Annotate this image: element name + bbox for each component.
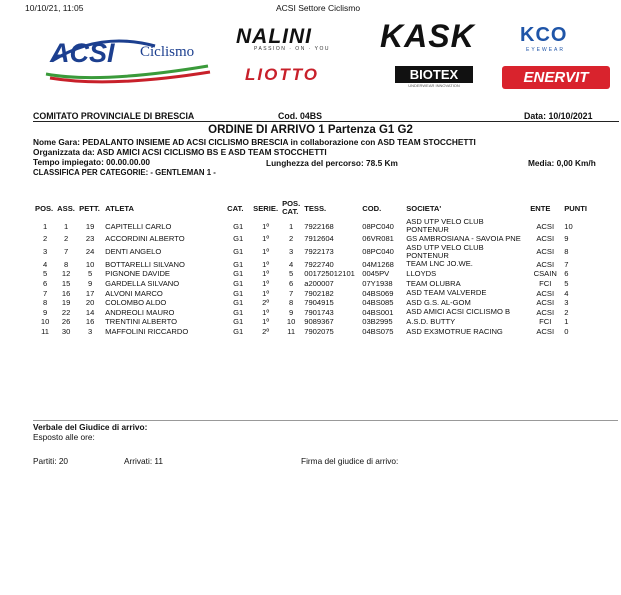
results-cell: G1 — [233, 247, 244, 257]
results-cell: 2 — [564, 307, 569, 317]
results-cell: 7 — [64, 247, 69, 257]
results-cell: 16 — [61, 288, 71, 298]
results-table — [33, 198, 592, 336]
results-cell: 5 — [88, 269, 93, 279]
results-cell: 2º — [262, 298, 270, 308]
results-cell: 7922173 — [304, 247, 334, 257]
results-cell: 08PC040 — [362, 221, 394, 231]
results-cell: ACSI — [536, 221, 555, 231]
results-cell: CAPITELLI CARLO — [105, 221, 172, 231]
results-cell: CSAIN — [533, 269, 557, 279]
results-cell: FCI — [539, 317, 552, 327]
results-cell: 22 — [61, 307, 71, 317]
results-cell: ACSI — [536, 247, 555, 257]
results-cell: ASD EX3MOTRUE RACING — [406, 326, 503, 336]
results-cell: 7901743 — [304, 307, 334, 317]
results-cell: 3 — [564, 298, 569, 308]
results-column-header: COD. — [362, 203, 382, 213]
results-row — [33, 327, 592, 337]
results-cell: A.S.D. BUTTY — [406, 316, 456, 326]
results-cell: 14 — [85, 307, 95, 317]
results-cell: 08PC040 — [362, 247, 394, 257]
results-cell: 07Y1938 — [362, 279, 393, 289]
results-cell: 7922740 — [304, 259, 334, 269]
results-cell: 10 — [85, 259, 95, 269]
results-cell: 1 — [564, 317, 569, 327]
results-header-row — [33, 198, 592, 218]
footer-divider — [33, 420, 618, 421]
posted-at-label: Esposto alle ore: — [33, 432, 95, 442]
results-cell: G1 — [233, 279, 244, 289]
results-column-header: ASS. — [57, 203, 75, 213]
results-cell: ASD UTP VELO CLUB PONTENUR — [406, 242, 484, 260]
results-cell: 2 — [64, 234, 69, 244]
results-cell: G1 — [233, 317, 244, 327]
results-row — [33, 244, 592, 260]
results-cell: TEAM LNC JO.WE. — [406, 259, 473, 269]
results-cell: 10 — [564, 221, 573, 231]
results-cell: 3 — [42, 247, 48, 257]
results-cell: 9089367 — [304, 317, 334, 327]
committee-name: COMITATO PROVINCIALE DI BRESCIA — [33, 111, 195, 121]
results-row — [33, 234, 592, 244]
results-cell: COLOMBO ALDO — [105, 298, 167, 308]
results-cell: 6 — [564, 269, 569, 279]
acsi-logo-subtext: Ciclismo — [140, 44, 195, 60]
results-cell: 19 — [85, 221, 95, 231]
results-column-header: SOCIETA' — [406, 203, 442, 213]
results-cell: 11 — [287, 327, 296, 337]
results-column-header: POS. — [35, 203, 54, 213]
results-cell: 9 — [42, 307, 48, 317]
results-cell: 15 — [61, 279, 71, 289]
results-column-header: CAT. — [227, 203, 244, 213]
kco-tagline: EYEWEAR — [526, 47, 566, 53]
print-datetime: 10/10/21, 11:05 — [25, 3, 84, 13]
kco-logo — [520, 24, 567, 53]
results-cell: 04BS069 — [362, 288, 394, 298]
results-cell: DENTI ANGELO — [105, 247, 162, 257]
results-cell: 1º — [262, 234, 270, 244]
biotex-logo — [395, 66, 473, 88]
results-cell: 3 — [289, 247, 294, 257]
results-cell: ACSI — [536, 259, 555, 269]
biotex-logo-text: BIOTEX — [395, 66, 473, 83]
results-cell: 03B2995 — [362, 317, 393, 327]
started-count: Partiti: 20 — [33, 456, 69, 466]
biotex-tagline: UNDERWEAR INNOVATION — [408, 83, 460, 88]
results-cell: G1 — [233, 327, 244, 337]
results-cell: ACSI — [536, 327, 555, 337]
results-cell: 7 — [564, 259, 569, 269]
results-cell: G1 — [233, 221, 244, 231]
results-cell: 12 — [61, 269, 71, 279]
report-date: Data: 10/10/2021 — [524, 111, 593, 121]
report-title: ORDINE DI ARRIVO 1 Partenza G1 G2 — [208, 124, 413, 136]
results-cell: 26 — [61, 317, 71, 327]
kco-logo-text: KCO — [520, 24, 568, 46]
results-column-header: ENTE — [530, 203, 551, 213]
results-cell: ACSI — [536, 288, 555, 298]
judge-verbale-heading: Verbale del Giudice di arrivo: — [33, 422, 148, 432]
results-row — [33, 218, 592, 234]
results-cell: 7902182 — [304, 288, 334, 298]
committee-code: Cod. 04BS — [278, 111, 322, 121]
results-cell: G1 — [233, 234, 244, 244]
nalini-tagline: PASSION · ON · YOU — [254, 46, 330, 52]
results-cell: GARDELLA SILVANO — [105, 279, 180, 289]
results-cell: 1º — [262, 247, 270, 257]
results-cell: LLOYDS — [406, 268, 437, 278]
race-organizer: Organizzata da: ASD AMICI ACSI CICLISMO BS E ASD TEAM STOCCHETTI — [33, 147, 327, 157]
results-cell: 9 — [564, 234, 569, 244]
results-column-header: POS. CAT. — [282, 199, 301, 216]
results-cell: 1º — [262, 221, 270, 231]
header-divider — [33, 121, 619, 122]
results-cell: 2 — [42, 234, 48, 244]
results-cell: 5 — [42, 269, 48, 279]
finished-count: Arrivati: 11 — [124, 456, 164, 466]
results-cell: 4 — [564, 288, 569, 298]
results-cell: 1º — [262, 288, 270, 298]
judge-signature-label: Firma del giudice di arrivo: — [301, 456, 399, 466]
results-cell: 2º — [262, 327, 270, 337]
results-cell: 19 — [61, 298, 71, 308]
elapsed-time: Tempo impiegato: 00.00.00.00 — [33, 157, 150, 167]
results-cell: PIGNONE DAVIDE — [105, 269, 170, 279]
results-cell: 5 — [289, 269, 294, 279]
results-cell: 1º — [262, 259, 270, 269]
results-cell: ACSI — [536, 298, 555, 308]
results-cell: 1 — [289, 221, 294, 231]
results-cell: 7912604 — [304, 234, 334, 244]
results-cell: 001725012101 — [304, 269, 355, 279]
average-speed: Media: 0,00 Km/h — [528, 158, 596, 168]
results-cell: 8 — [564, 247, 569, 257]
results-cell: 20 — [85, 298, 95, 308]
kask-logo: KASK — [380, 18, 475, 54]
results-cell: 16 — [85, 317, 95, 327]
results-cell: 7 — [42, 288, 48, 298]
print-site-title: ACSI Settore Ciclismo — [276, 3, 361, 13]
results-cell: 1º — [262, 317, 270, 327]
results-cell: G1 — [233, 288, 244, 298]
results-cell: 6 — [289, 279, 294, 289]
results-cell: TEAM OLUBRA — [406, 278, 461, 288]
results-cell: a200007 — [304, 279, 334, 289]
results-cell: G1 — [233, 307, 244, 317]
results-cell: G1 — [233, 269, 244, 279]
results-row — [33, 260, 592, 270]
liotto-logo: LIOTTO — [245, 65, 320, 84]
results-cell: 4 — [42, 259, 48, 269]
results-row — [33, 279, 592, 289]
results-cell: 10 — [286, 317, 296, 327]
results-cell: 23 — [85, 234, 95, 244]
results-cell: 11 — [41, 327, 50, 337]
results-cell: ASD UTP VELO CLUB PONTENUR — [406, 217, 484, 234]
acsi-logo-text: ACSI — [50, 38, 115, 68]
results-column-header: PETT. — [79, 203, 100, 213]
acsi-ciclismo-logo — [40, 26, 215, 86]
results-column-header: ATLETA — [105, 203, 134, 213]
results-cell: 30 — [61, 327, 71, 337]
results-cell: 7 — [289, 288, 294, 298]
results-cell: 8 — [289, 298, 294, 308]
results-cell: ANDREOLI MAURO — [105, 307, 175, 317]
acsi-logo-graphic — [40, 26, 215, 86]
category-label: CLASSIFICA PER CATEGORIE: - GENTLEMAN 1 - — [33, 168, 216, 177]
results-cell: 10 — [40, 317, 50, 327]
course-length: Lunghezza del percorso: 78.5 Km — [266, 158, 398, 168]
results-cell: TRENTINI ALBERTO — [105, 317, 178, 327]
results-cell: ACSI — [536, 307, 555, 317]
results-cell: GS AMBROSIANA - SAVOIA PNE — [406, 233, 521, 243]
results-row — [33, 317, 592, 327]
results-cell: 5 — [564, 279, 569, 289]
results-cell: 04M1268 — [362, 259, 394, 269]
results-cell: 7904915 — [304, 298, 334, 308]
results-cell: 17 — [85, 288, 95, 298]
results-cell: ACCORDINI ALBERTO — [105, 234, 185, 244]
nalini-logo — [236, 25, 330, 52]
results-cell: 8 — [42, 298, 48, 308]
results-cell: ASD AMICI ACSI CICLISMO B — [406, 307, 511, 317]
results-cell: 4 — [289, 259, 294, 269]
results-cell: 04BS085 — [362, 298, 394, 308]
results-row — [33, 298, 592, 308]
results-cell: G1 — [233, 298, 244, 308]
results-cell: 1 — [64, 221, 69, 231]
results-cell: BOTTARELLI SILVANO — [105, 259, 185, 269]
nalini-logo-text: NALINI — [236, 25, 312, 48]
results-cell: 8 — [64, 259, 69, 269]
results-cell: 24 — [85, 247, 95, 257]
results-cell: 9 — [289, 307, 294, 317]
results-column-header: SERIE. — [253, 203, 279, 213]
results-cell: 1º — [262, 279, 270, 289]
results-cell: 2 — [289, 234, 294, 244]
results-cell: 3 — [88, 327, 93, 337]
results-cell: 04BS075 — [362, 327, 394, 337]
results-column-header: PUNTI — [564, 203, 587, 213]
results-cell: ASD G.S. AL-GOM — [406, 297, 471, 307]
results-cell: 7902075 — [304, 327, 334, 337]
results-cell: ALVONI MARCO — [105, 288, 163, 298]
race-name: Nome Gara: PEDALANTO INSIEME AD ACSI CICLISMO BRESCIA in collaborazione con ASD TEAM STOCCHETTI — [33, 137, 476, 147]
results-body — [33, 218, 592, 336]
results-cell: 0045PV — [362, 269, 390, 279]
results-cell: 04BS001 — [362, 307, 394, 317]
results-cell: 6 — [42, 279, 48, 289]
results-row — [33, 308, 592, 318]
results-cell: MAFFOLINI RICCARDO — [105, 327, 189, 337]
results-cell: 1 — [42, 221, 48, 231]
results-cell: 9 — [88, 279, 93, 289]
enervit-logo: ENERVIT — [502, 66, 610, 89]
results-column-header: TESS. — [304, 203, 327, 213]
results-row — [33, 288, 592, 298]
results-cell: 1º — [262, 307, 270, 317]
results-cell: 1º — [262, 269, 270, 279]
results-cell: 06VR081 — [362, 234, 394, 244]
results-row — [33, 269, 592, 279]
results-cell: 0 — [564, 327, 569, 337]
results-cell: 7922168 — [304, 221, 334, 231]
results-cell: ACSI — [536, 234, 555, 244]
results-cell: FCI — [539, 279, 552, 289]
results-cell: G1 — [233, 259, 244, 269]
results-cell: ASD TEAM VALVERDE — [406, 288, 487, 298]
